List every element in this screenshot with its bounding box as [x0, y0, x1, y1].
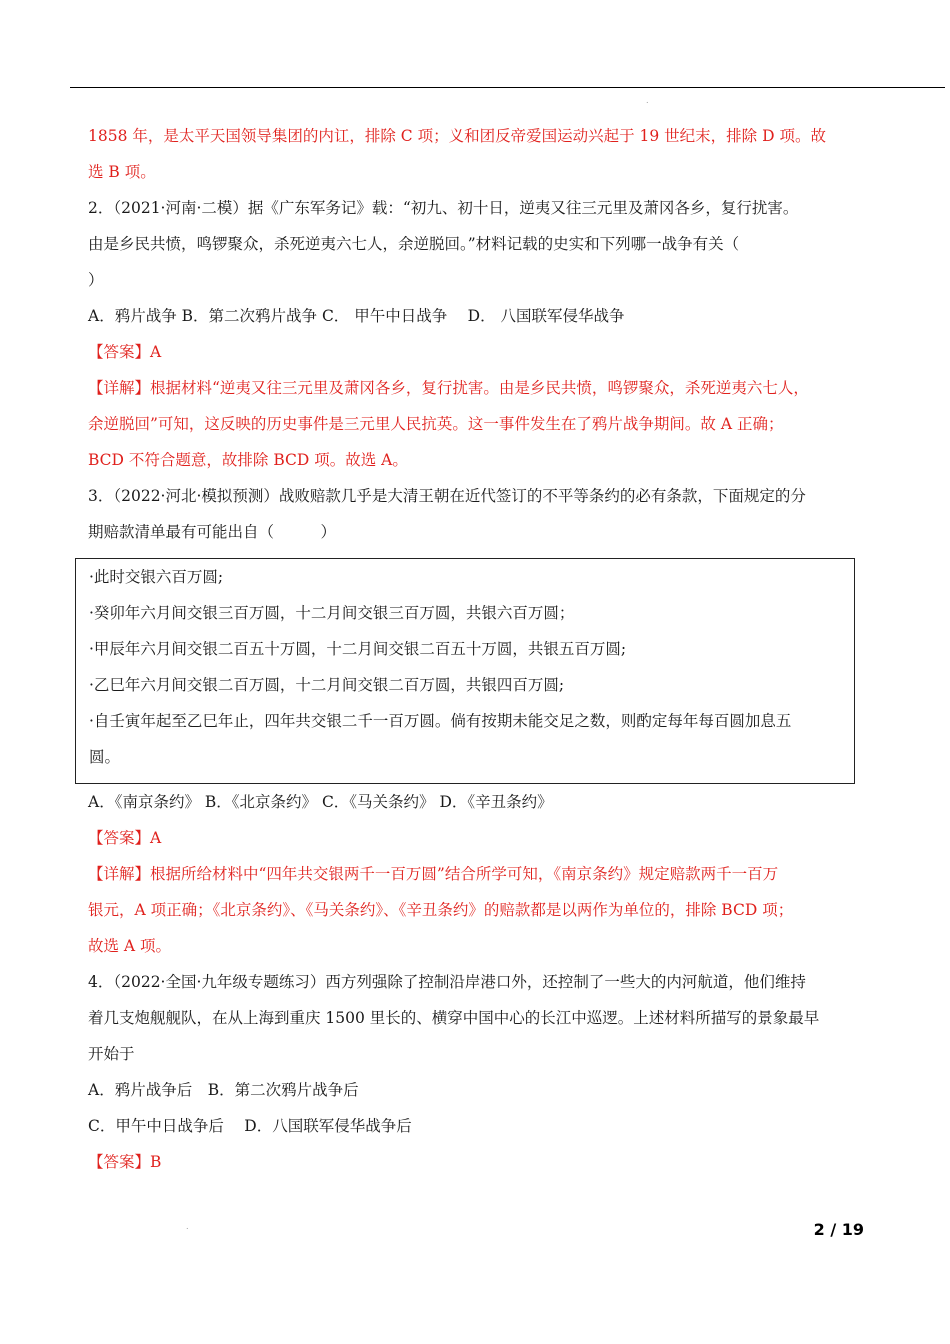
q4-stem-line-2: 着几支炮舰舰队，在从上海到重庆 1500 里长的、横穿中国中心的长江中巡逻。上述材料所描写的景象最早: [88, 1009, 820, 1027]
q3-material-line: 圆。: [89, 748, 121, 766]
q2-detail-line-3: BCD 不符合题意，故排除 BCD 项。故选 A。: [88, 451, 408, 469]
prev-detail-line-2: 选 B 项。: [88, 163, 156, 181]
q2-stem-line-1: 2．（2021·河南·二模）据《广东军务记》载：“初九、初十日，逆夷又往三元里及萧冈各乡，复行扰害。: [88, 199, 799, 217]
decorative-dot: .: [646, 96, 649, 105]
q3-material-line: ·此时交银六百万圆;: [89, 568, 224, 586]
q3-stem-line-1: 3．（2022·河北·模拟预测）战败赔款几乎是大清王朝在近代签订的不平等条约的必有条款，下面规定的分: [88, 487, 806, 505]
q3-detail-line-3: 故选 A 项。: [88, 937, 172, 955]
q3-detail-line-2: 银元，A 项正确；《北京条约》、《马关条约》、《辛丑条约》的赔款都是以两作为单位的，排除 BCD 项；: [88, 901, 794, 919]
q3-stem-line-2: 期赔款清单最有可能出自（ ）: [88, 523, 337, 541]
q4-options-row-2: C．甲午中日战争后 D．八国联军侵华战争后: [88, 1117, 412, 1135]
q3-material-line: ·癸卯年六月间交银三百万圆，十二月间交银三百万圆，共银六百万圆；: [89, 604, 575, 622]
q3-detail-line-1: 【详解】根据所给材料中“四年共交银两千一百万圆”结合所学可知，《南京条约》规定赔款两千一百万: [88, 865, 779, 883]
q3-material-line: ·甲辰年六月间交银二百五十万圆，十二月间交银二百五十万圆，共银五百万圆;: [89, 640, 627, 658]
page-number: 2 / 19: [813, 1220, 864, 1239]
q3-material-box: [75, 558, 855, 784]
q2-options: A．鸦片战争 B．第二次鸦片战争 C． 甲午中日战争 D． 八国联军侵华战争: [88, 307, 625, 325]
decorative-dot: .: [186, 1222, 189, 1231]
q2-stem-line-2: 由是乡民共愤，鸣锣聚众，杀死逆夷六七人，余逆脱回。”材料记载的史实和下列哪一战争有关（: [88, 235, 740, 253]
q3-answer: 【答案】A: [88, 829, 162, 847]
q2-answer: 【答案】A: [88, 343, 162, 361]
q3-options: A．《南京条约》 B．《北京条约》 C．《马关条约》 D．《辛丑条约》: [88, 793, 553, 811]
q3-material-line: ·自壬寅年起至乙巳年止，四年共交银二千一百万圆。倘有按期未能交足之数，则酌定每年每百圆加息五: [89, 712, 792, 730]
q4-stem-line-1: 4．（2022·全国·九年级专题练习）西方列强除了控制沿岸港口外，还控制了一些大的内河航道，他们维持: [88, 973, 806, 991]
q2-detail-line-2: 余逆脱回”可知，这反映的历史事件是三元里人民抗英。这一事件发生在了鸦片战争期间。故 A 正确；: [88, 415, 784, 433]
prev-detail-line-1: 1858 年，是太平天国领导集团的内讧，排除 C 项；义和团反帝爱国运动兴起于 19 世纪末，排除 D 项。故: [88, 127, 826, 145]
header-rule: [70, 87, 945, 88]
q4-stem-line-3: 开始于: [88, 1045, 135, 1063]
q2-detail-line-1: 【详解】根据材料“逆夷又往三元里及萧冈各乡，复行扰害。由是乡民共愤，鸣锣聚众，杀死逆夷六七人，: [88, 379, 809, 397]
q3-material-line: ·乙巳年六月间交银二百万圆，十二月间交银二百万圆，共银四百万圆;: [89, 676, 565, 694]
q4-answer: 【答案】B: [88, 1153, 162, 1171]
q4-options-row-1: A．鸦片战争后 B．第二次鸦片战争后: [88, 1081, 359, 1099]
q2-stem-line-3: ）: [88, 271, 104, 289]
page-content: [88, 118, 872, 1180]
